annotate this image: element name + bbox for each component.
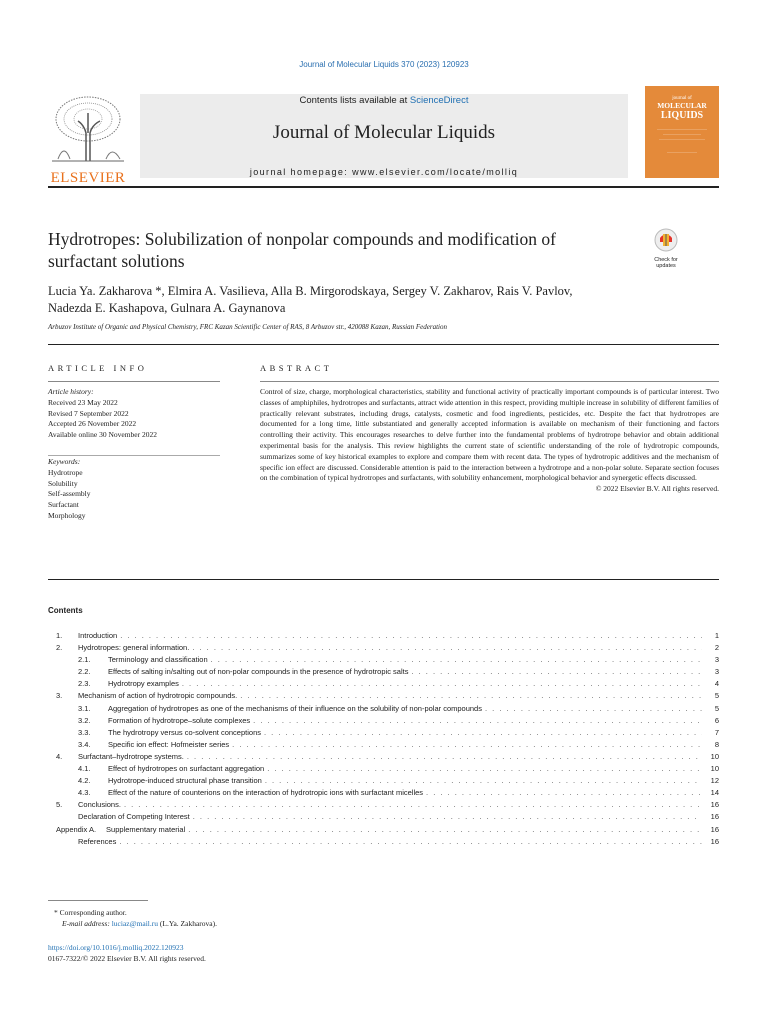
article-title: Hydrotropes: Solubilization of nonpolar compounds and modification of surfactant solutions (48, 229, 556, 271)
toc-leader-dots (182, 679, 702, 688)
email-suffix: (L.Ya. Zakharova). (157, 919, 217, 928)
cover-decoration (659, 139, 705, 140)
contents-prefix: Contents lists available at (299, 95, 410, 106)
toc-entry-page: 16 (710, 800, 719, 810)
toc-leader-dots (240, 691, 702, 700)
toc-leader-dots (192, 643, 702, 652)
toc-entry-number: 2.2. (78, 667, 91, 677)
sciencedirect-link[interactable]: ScienceDirect (409, 95, 469, 106)
toc-leader-dots (411, 667, 702, 676)
toc-entry-label: Formation of hydrotrope–solute complexes (108, 715, 251, 725)
contents-rule (48, 579, 719, 580)
history-item: Accepted 26 November 2022 (48, 419, 137, 429)
toc-entry[interactable] (48, 800, 719, 812)
toc-entry-number: 4.3. (78, 788, 91, 798)
toc-entry-label: Hydrotrope-induced structural phase transition (108, 776, 262, 786)
abstract-rule (260, 381, 719, 382)
cover-line-1: journal of (672, 96, 692, 101)
toc-leader-dots (264, 728, 702, 737)
toc-entry-label: Terminology and classification (108, 655, 208, 665)
toc-entry[interactable] (48, 812, 719, 824)
keyword: Solubility (48, 478, 78, 488)
toc-entry-label: Hydrotropy examples (108, 679, 179, 689)
toc-entry-label: Effect of hydrotropes on surfactant aggregation (108, 764, 265, 774)
toc-entry-number: 3.1. (78, 703, 91, 713)
keywords-list (48, 457, 220, 522)
toc-leader-dots (485, 704, 702, 713)
toc-entry[interactable] (48, 643, 719, 655)
toc-entry[interactable] (48, 667, 719, 679)
toc-entry[interactable] (48, 655, 719, 667)
toc-entry[interactable] (48, 837, 719, 849)
contents-heading: Contents (48, 606, 83, 615)
toc-entry-page: 3 (714, 655, 719, 665)
toc-entry-label: Conclusions. (78, 800, 121, 810)
toc-entry[interactable] (48, 788, 719, 800)
abstract-text: Control of size, charge, morphological characteristics, stability and functional activity of practically important compounds is of particular interest. Two classes of amphiphiles, hydrotropes and surfactants, attract wide attention in this respect, providing multiple increase in solubility of different families of practically relevant substrates, including drugs, catalysts, cosmetic and food ingredients, pesticides, etc. Despite the fact that hydrotropes are documented for a long time, little substantiated and generally accepted information is available on mechanism of their functioning and factors controlling their activity. This encourages researches to delve further into the fundamental problems of hydrotrope behavior and obtain additional experimental basis for the analysis. This review highlights the current state of scientific understanding of the role of hydrotropic compounds, summarizes some of key historical examples to explore and compare them with recent data. The types of hydrotropic additives and the mechanism of specific ion effect are discussed. Considerable attention is paid to the interaction between a hydrotrope and a non-polar solute. Separate section focuses on the combination of typical hydrotropes and surfactants, with solubility enhancement, morphological behavior and synergetic effects discussed. (260, 387, 719, 483)
toc-leader-dots (211, 655, 702, 664)
toc-leader-dots (253, 716, 702, 725)
toc-entry-label: Introduction (78, 631, 118, 640)
toc-leader-dots (187, 752, 702, 761)
toc-entry-page: 6 (714, 715, 719, 725)
toc-leader-dots (120, 631, 702, 640)
cover-line-3: LIQUIDS (660, 110, 704, 121)
toc-leader-dots (265, 776, 702, 785)
toc-entry-label: Aggregation of hydrotropes as one of the mechanisms of their influence on the solubility of non-polar compounds (108, 703, 482, 713)
keyword: Surfactant (48, 500, 79, 510)
toc-entry-page: 16 (710, 812, 719, 822)
email-line (48, 918, 217, 929)
toc-entry-number: Appendix A. (56, 824, 97, 834)
toc-leader-dots (267, 764, 702, 773)
header-rule (48, 186, 719, 188)
toc-entry-label: References (78, 836, 117, 846)
cover-decoration (667, 152, 697, 153)
cover-line-2: MOLECULAR (657, 101, 707, 110)
toc-leader-dots (188, 825, 702, 834)
toc-entry[interactable] (48, 728, 719, 740)
rights-statement: 0167-7322/© 2022 Elsevier B.V. All rights reserved. (48, 954, 206, 963)
contents-available-line (140, 95, 628, 106)
toc-entry-page: 5 (714, 703, 719, 713)
toc-entry[interactable] (48, 776, 719, 788)
toc-leader-dots (124, 800, 702, 809)
history-label: Article history: (48, 387, 94, 396)
toc-entry-page: 2 (714, 643, 719, 653)
keyword: Morphology (48, 510, 86, 520)
toc-leader-dots (119, 837, 702, 846)
history-item: Revised 7 September 2022 (48, 408, 129, 418)
toc-leader-dots (232, 740, 702, 749)
email-label: E-mail address: (62, 919, 112, 928)
journal-homepage-link[interactable]: journal homepage: www.elsevier.com/locate/molliq (249, 167, 519, 177)
toc-entry-page: 14 (710, 788, 719, 798)
toc-entry-page: 3 (714, 667, 719, 677)
toc-entry-label: Effect of the nature of counterions on the interaction of hydrotropic ions with surfactant micelles (108, 788, 424, 798)
keyword: Hydrotrope (48, 467, 83, 477)
cover-decoration (663, 134, 701, 135)
toc-entry-number: 5. (56, 800, 63, 810)
toc-entry[interactable] (48, 716, 719, 728)
abstract-body (260, 387, 719, 495)
journal-citation-link[interactable]: Journal of Molecular Liquids 370 (2023) 120923 (299, 60, 469, 69)
corresponding-author-note: * Corresponding author. (54, 908, 127, 917)
toc-entry-page: 10 (710, 764, 719, 774)
footnote (48, 907, 217, 929)
history-item: Received 23 May 2022 (48, 397, 118, 407)
toc-entry-number: 2. (56, 643, 63, 653)
article-history (48, 387, 220, 441)
toc-entry-number: 3.3. (78, 727, 91, 737)
toc-entry-label: Specific ion effect: Hofmeister series (108, 739, 230, 749)
journal-cover-image (645, 86, 719, 178)
toc-entry-number: 3. (56, 691, 63, 701)
article-info-rule (48, 381, 220, 382)
toc-entry-number: 2.1. (78, 655, 91, 665)
toc-entry[interactable] (48, 631, 719, 643)
keyword: Self-assembly (48, 489, 91, 499)
check-updates-label: Check for updates (654, 257, 678, 269)
toc-entry-page: 4 (714, 679, 719, 689)
toc-entry-page: 12 (710, 776, 719, 786)
email-link[interactable]: luciaz@mail.ru (111, 919, 158, 928)
article-info-heading: ARTICLE INFO (48, 363, 148, 373)
author-list (48, 283, 718, 317)
toc-entry-label: Declaration of Competing Interest (78, 812, 190, 822)
toc-entry[interactable] (48, 825, 719, 837)
toc-leader-dots (193, 812, 702, 821)
check-for-updates-button[interactable] (647, 228, 685, 269)
footnote-rule (48, 900, 148, 901)
toc-entry-number: 4. (56, 751, 63, 761)
check-updates-icon (647, 228, 685, 252)
toc-entry-page: 10 (710, 751, 719, 761)
elsevier-wordmark: ELSEVIER (50, 170, 126, 186)
history-rule (48, 455, 220, 456)
abstract-copyright: © 2022 Elsevier B.V. All rights reserved. (595, 484, 719, 494)
toc-entry-number: 3.4. (78, 739, 91, 749)
toc-entry-number: 2.3. (78, 679, 91, 689)
toc-entry-label: Effects of salting in/salting out of non-polar compounds in the presence of hydrotropic salts (108, 667, 409, 677)
toc-entry[interactable] (48, 752, 719, 764)
toc-entry-page: 16 (710, 836, 719, 846)
cover-decoration (657, 129, 707, 130)
toc-entry-page: 1 (714, 631, 719, 640)
abstract-heading: ABSTRACT (260, 363, 333, 373)
toc-entry[interactable] (48, 691, 719, 703)
toc-entry-label: Hydrotropes: general information. (78, 643, 190, 653)
toc-entry-number: 1. (56, 631, 63, 640)
table-of-contents (48, 631, 719, 849)
doi-block (48, 942, 206, 964)
elsevier-logo (48, 93, 128, 186)
toc-entry-page: 7 (714, 727, 719, 737)
toc-entry-label: Mechanism of action of hydrotropic compounds. (78, 691, 238, 701)
authors-line-2: Nadezda E. Kashapova, Gulnara A. Gaynanova (48, 301, 286, 315)
toc-entry-page: 5 (714, 691, 719, 701)
doi-link[interactable]: https://doi.org/10.1016/j.molliq.2022.120923 (48, 943, 184, 952)
toc-entry[interactable] (48, 704, 719, 716)
history-item: Available online 30 November 2022 (48, 430, 157, 440)
toc-entry[interactable] (48, 764, 719, 776)
keywords-label: Keywords: (48, 457, 81, 466)
toc-entry-page: 8 (714, 739, 719, 749)
section-rule (48, 344, 719, 345)
elsevier-tree-icon (48, 93, 128, 163)
toc-entry-label: The hydrotropy versus co-solvent conceptions (108, 727, 261, 737)
journal-title: Journal of Molecular Liquids (272, 122, 496, 143)
toc-entry-label: Surfactant–hydrotrope systems. (78, 751, 184, 761)
toc-entry-number: 3.2. (78, 715, 91, 725)
toc-entry[interactable] (48, 679, 719, 691)
toc-entry-number: 4.2. (78, 776, 91, 786)
toc-entry-number: 4.1. (78, 764, 91, 774)
toc-leader-dots (426, 788, 702, 797)
authors-line-1: Lucia Ya. Zakharova *, Elmira A. Vasilieva, Alla B. Mirgorodskaya, Sergey V. Zakharov, Rais V. Pavlov, (48, 284, 573, 298)
toc-entry-page: 16 (710, 824, 719, 834)
toc-entry[interactable] (48, 740, 719, 752)
toc-entry-label: Supplementary material (106, 824, 186, 834)
affiliation: Arbuzov Institute of Organic and Physical Chemistry, FRC Kazan Scientific Center of RAS, 8 Arbuzov str., 420088 Kazan, Russian Federation (48, 323, 447, 331)
